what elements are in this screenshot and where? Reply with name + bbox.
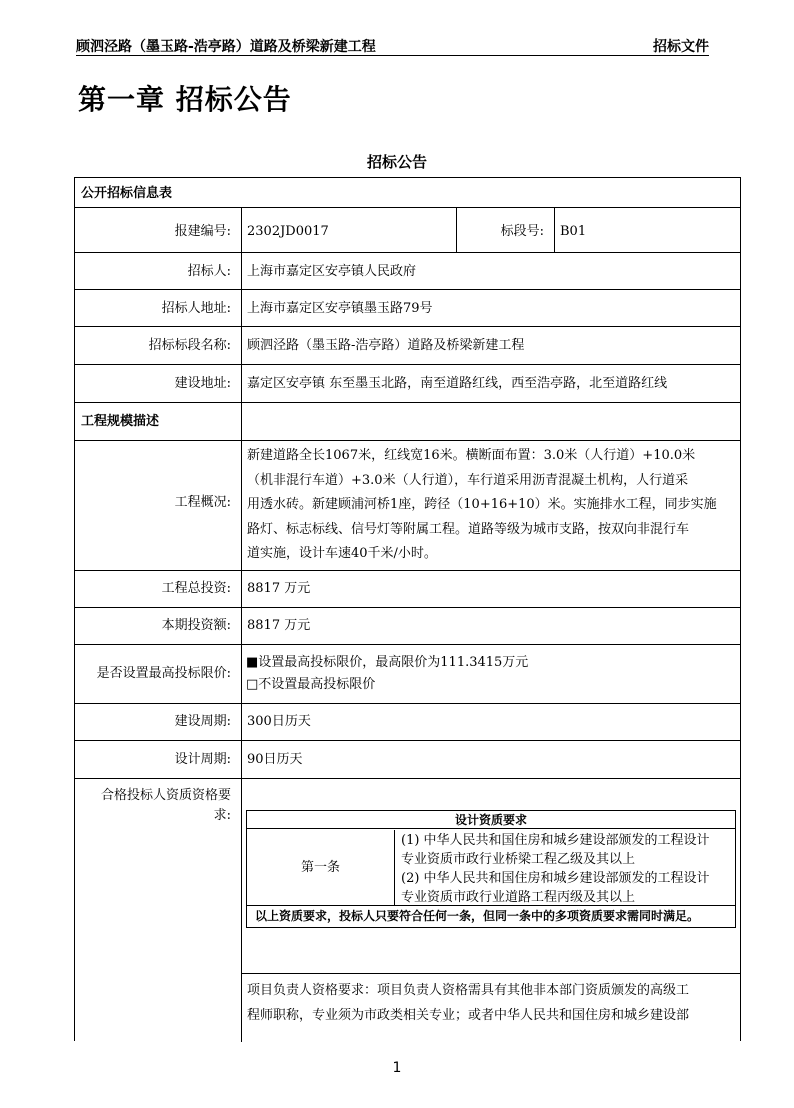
- qualification-label: 合格投标人资质资格要 求:: [100, 788, 231, 823]
- max-price-options: [246, 652, 528, 696]
- tenderer-label: 招标人:: [187, 264, 231, 279]
- tenderer-address-value: 上海市嘉定区安亭镇墨玉路79号: [247, 301, 433, 316]
- header-project-name: 顾泗泾路（墨玉路-浩亭路）道路及桥梁新建工程: [76, 39, 376, 55]
- max-price-label: 是否设置最高投标限价:: [96, 666, 231, 681]
- total-investment-value: 8817 万元: [247, 581, 311, 596]
- max-price-option-none: □不设置最高投标限价: [246, 677, 376, 692]
- pm-requirement-text: 项目负责人资格要求：项目负责人资格需具有其他非本部门资质颁发的高级工 程师职称，专业须为市政类相关专业；或者中华人民共和国住房和城乡建设部: [247, 983, 690, 1023]
- chapter-title: 第一章 招标公告: [78, 83, 292, 116]
- design-period-label: 设计周期:: [174, 752, 231, 767]
- period-investment-label: 本期投资额:: [161, 618, 231, 633]
- report-number-value: 2302JD0017: [247, 224, 329, 239]
- total-investment-label: 工程总投资:: [161, 581, 231, 596]
- site-address-label: 建设地址:: [174, 376, 231, 391]
- info-section-heading: 公开招标信息表: [81, 186, 173, 201]
- design-period-value: 90日历天: [247, 752, 303, 767]
- tenderer-address-label: 招标人地址:: [161, 301, 231, 316]
- qualification-note: 以上资质要求，投标人只要符合任何一条，但同一条中的多项资质要求需同时满足。: [247, 905, 735, 927]
- design-qualification-title: 设计资质要求: [247, 811, 735, 829]
- section-name-value: 顾泗泾路（墨玉路-浩亭路）道路及桥梁新建工程: [247, 338, 525, 353]
- tender-info-table: [74, 177, 741, 1041]
- page-number: 1: [392, 1060, 402, 1076]
- build-period-label: 建设周期:: [174, 714, 231, 729]
- qualification-requirements: (1) 中华人民共和国住房和城乡建设部颁发的工程设计 专业资质市政行业桥梁工程乙级及其以上 (2) 中华人民共和国住房和城乡建设部颁发的工程设计 专业资质市政行业道路工程丙级及其以上: [401, 833, 710, 905]
- site-address-value: 嘉定区安亭镇 东至墨玉北路，南至道路红线，西至浩亭路，北至道路红线: [247, 376, 668, 391]
- document-title: 招标公告: [366, 153, 427, 171]
- period-investment-value: 8817 万元: [247, 618, 311, 633]
- report-number-label: 报建编号:: [174, 224, 231, 239]
- section-name-label: 招标标段名称:: [148, 338, 231, 353]
- clause-label: 第一条: [247, 830, 395, 905]
- max-price-option-set: ■设置最高投标限价，最高限价为111.3415万元: [246, 655, 529, 670]
- tenderer-value: 上海市嘉定区安亭镇人民政府: [247, 264, 417, 279]
- page-header: [76, 36, 709, 56]
- section-number-value: B01: [560, 224, 587, 239]
- overview-text: 新建道路全长1067米，红线宽16米。横断面布置：3.0米（人行道）+10.0米 （机非混行车道）+3.0米（人行道），车行道采用沥青混凝土机构，人行道采 用透水砖。新建顾浦河桥1座，跨径（10+16+10）米。实施排水工程，同步实施 路灯、标志标线、信号灯等附属工程。道路等级为城市支路，按双向非混行车 道实施，设计车速40千米/小时。: [247, 448, 717, 561]
- build-period-value: 300日历天: [247, 714, 311, 729]
- overview-label: 工程概况:: [174, 495, 231, 510]
- section-number-label: 标段号:: [500, 224, 544, 239]
- design-qualification-table: [246, 810, 736, 928]
- header-doc-type: 招标文件: [653, 39, 709, 55]
- scale-section-heading: 工程规模描述: [81, 414, 160, 429]
